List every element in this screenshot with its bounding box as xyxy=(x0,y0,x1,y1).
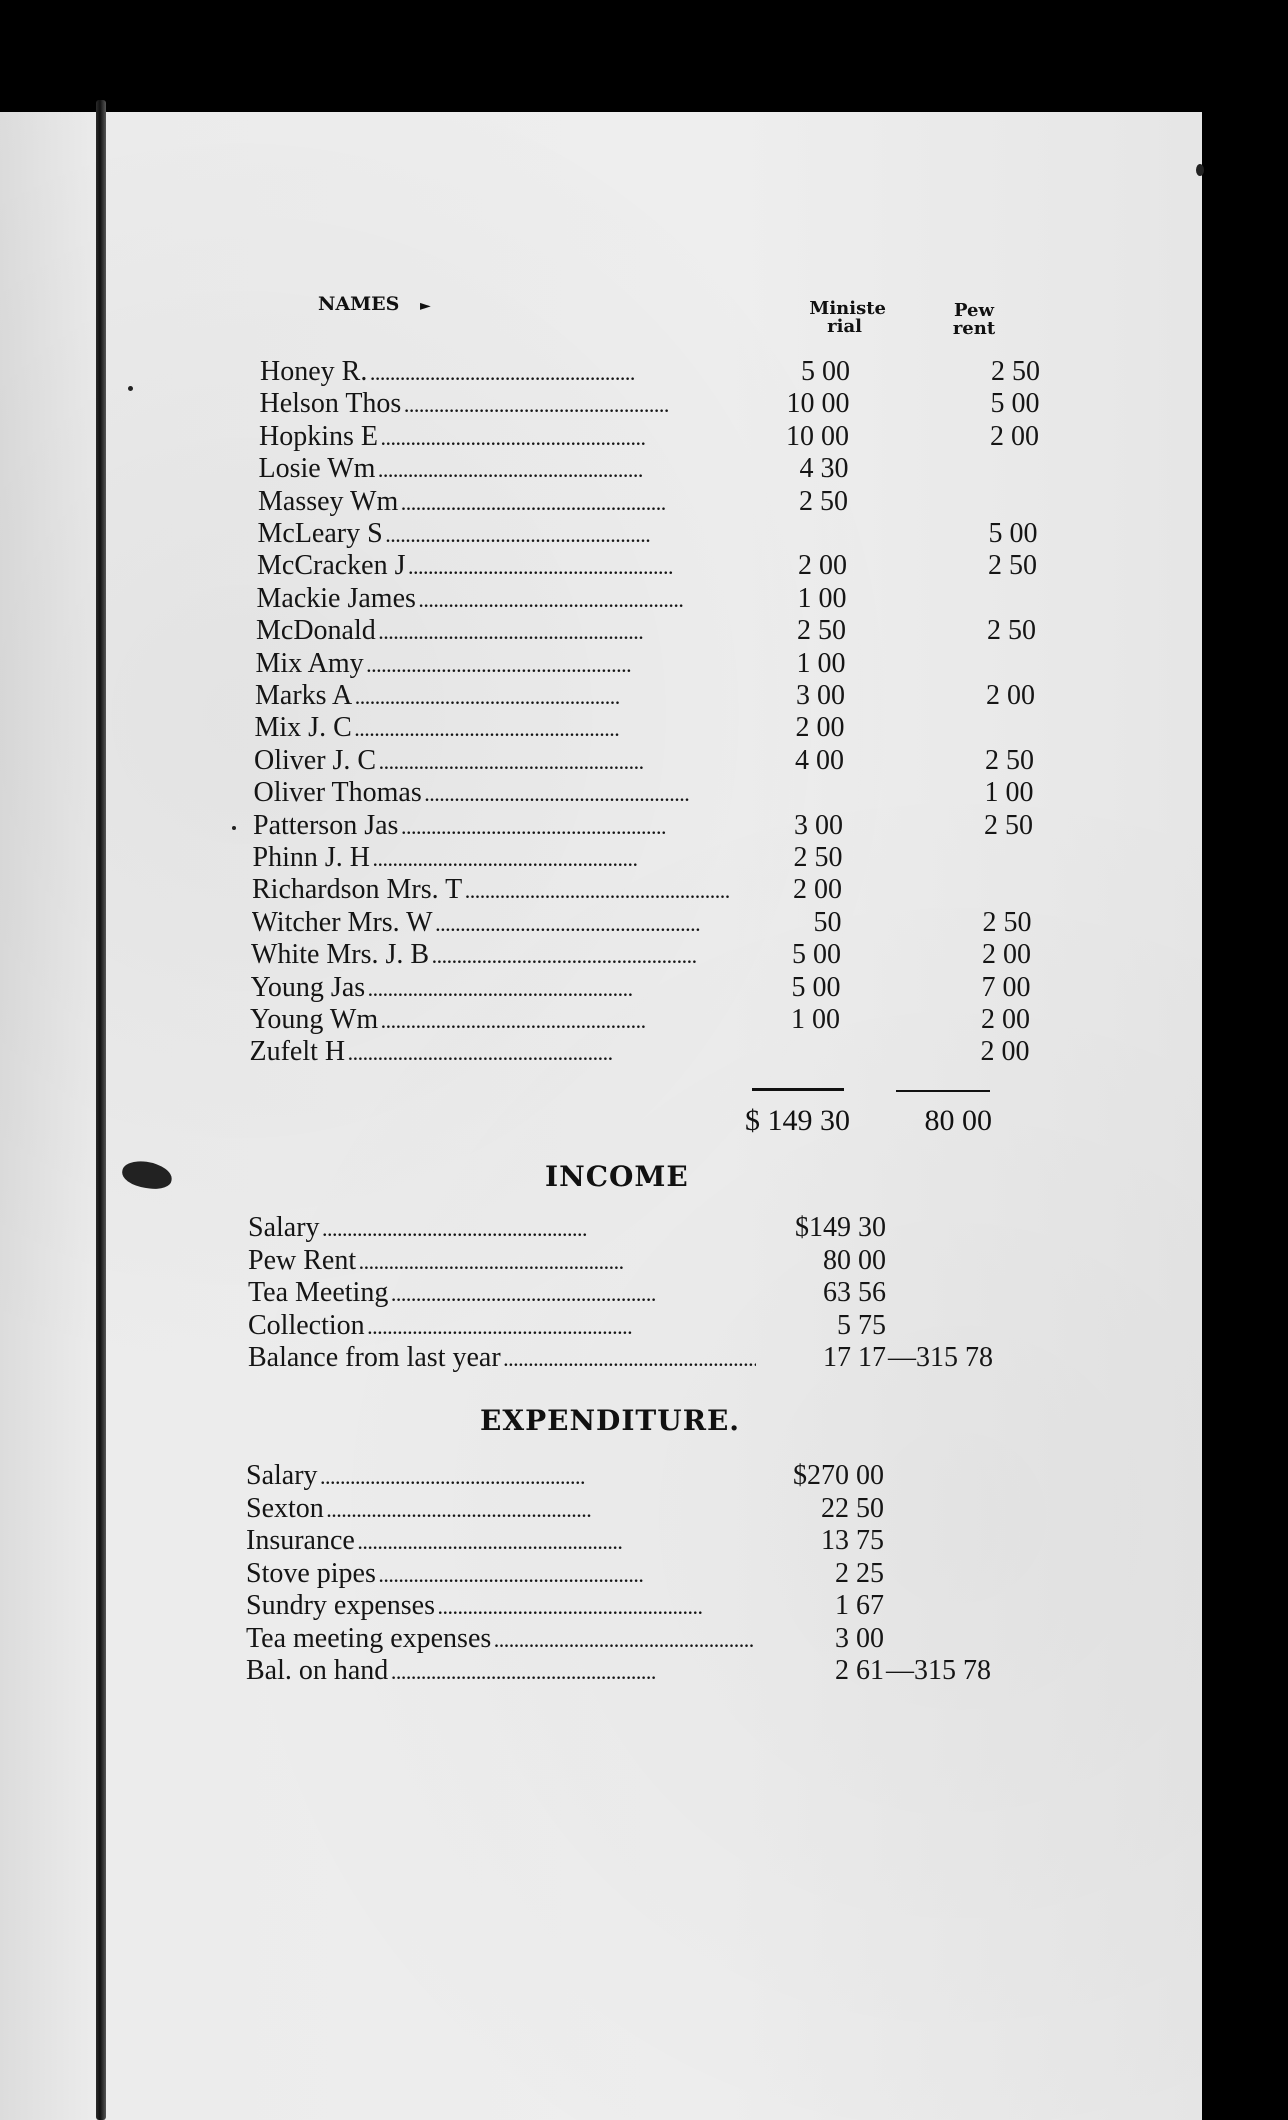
expenditure-amount: 13 75 xyxy=(821,1525,884,1556)
expenditure-row xyxy=(246,1590,1006,1622)
expenditure-label: Insurance . . . xyxy=(246,1525,754,1558)
speck-mark xyxy=(232,826,236,830)
income-row xyxy=(248,1245,1008,1277)
subscriber-name: Marks A . . . xyxy=(255,680,765,713)
subscriber-name: Oliver J. C . . . xyxy=(254,745,764,778)
expenditure-amount: 3 00 xyxy=(835,1622,884,1654)
expenditure-row xyxy=(246,1460,1006,1492)
pew-total-rule xyxy=(896,1090,990,1092)
ministerial-amount: 4 30 xyxy=(799,453,849,485)
expenditure-label: Tea meeting expenses . . . xyxy=(246,1623,754,1656)
pew-rent-amount: 2 50 xyxy=(985,744,1034,776)
subscriber-name: McLeary S . . . xyxy=(258,518,768,551)
subscriber-row xyxy=(259,420,1039,453)
expenditure-label: Salary . . . xyxy=(246,1460,754,1493)
subscriber-name: White Mrs. J. B . . . xyxy=(251,939,761,972)
subscriber-row xyxy=(257,550,1037,582)
ministerial-amount: 10 00 xyxy=(786,388,850,420)
expenditure-row xyxy=(246,1655,1006,1687)
ministerial-amount: 2 00 xyxy=(798,550,847,582)
expenditure-label: Stove pipes . . . xyxy=(246,1558,754,1591)
income-amount: 80 00 xyxy=(823,1244,886,1276)
pew-rent-amount: 2 00 xyxy=(981,1004,1030,1035)
subscriber-row xyxy=(251,906,1032,939)
subscriber-row xyxy=(250,1004,1030,1036)
pew-rent-amount: 2 00 xyxy=(990,420,1039,452)
ministerial-amount: 1 00 xyxy=(796,647,846,679)
income-label: Pew Rent . . . xyxy=(248,1245,756,1278)
subscriber-row xyxy=(259,388,1040,420)
ministerial-amount: 3 00 xyxy=(794,809,843,841)
income-amount: 63 56 xyxy=(823,1277,886,1308)
subscriber-name: Young Wm . . . xyxy=(250,1004,760,1037)
ministerial-amount: 1 00 xyxy=(797,582,847,614)
ministerial-header-line1: Ministe xyxy=(809,298,886,319)
income-row xyxy=(248,1310,1008,1342)
expenditure-total: —315 78 xyxy=(886,1655,991,1686)
pew-header-line2: rent xyxy=(952,318,996,339)
subscriber-name: Oliver Thomas . . . xyxy=(254,777,764,810)
expenditure-row xyxy=(246,1493,1006,1525)
pew-rent-amount: 7 00 xyxy=(981,971,1031,1003)
income-label: Salary . . . xyxy=(248,1212,756,1245)
page-fold-line xyxy=(96,100,106,2120)
subscriber-name: Mix J. C . . . xyxy=(255,712,765,745)
pew-rent-column-header xyxy=(940,302,1008,338)
subscriber-name: Hopkins E . . . xyxy=(259,421,769,454)
income-total: —315 78 xyxy=(888,1342,993,1373)
pew-header-line1: Pew xyxy=(954,300,994,321)
pew-rent-amount: 2 50 xyxy=(982,906,1032,938)
subscriber-name: Mackie James . . . xyxy=(257,583,767,616)
expenditure-title: EXPENDITURE. xyxy=(480,1404,741,1437)
subscriber-row xyxy=(250,971,1031,1004)
names-header-label: NAMES xyxy=(318,293,400,315)
ministerial-amount: 2 50 xyxy=(797,615,846,647)
subscriber-name: Patterson Jas . . . xyxy=(253,810,763,843)
expenditure-label: Sexton . . . xyxy=(246,1493,754,1526)
subscriber-row xyxy=(256,648,1016,680)
subscriber-row xyxy=(255,680,1035,712)
pew-rent-amount: 2 00 xyxy=(980,1036,1030,1068)
pew-rent-total: 80 00 xyxy=(924,1104,992,1137)
subscriber-row xyxy=(259,453,1019,485)
pew-rent-amount: 5 00 xyxy=(988,518,1038,549)
subscriber-row xyxy=(254,744,1034,777)
subscriber-row xyxy=(257,583,1017,615)
ministerial-amount: 50 xyxy=(813,906,842,938)
ministerial-amount: 5 00 xyxy=(801,356,850,387)
expenditure-label: Bal. on hand . . . xyxy=(246,1655,754,1688)
subscriber-name: Phinn J. H . . . xyxy=(253,842,763,875)
subscriber-name: Honey R. . . . xyxy=(260,356,770,389)
subscriber-row xyxy=(251,939,1031,971)
pew-rent-amount: 2 50 xyxy=(987,615,1036,647)
income-amount: 5 75 xyxy=(837,1309,886,1341)
expenditure-amount: 2 25 xyxy=(835,1557,884,1589)
subscriber-row xyxy=(260,356,1040,388)
expenditure-amount: $270 00 xyxy=(793,1460,884,1491)
speck-mark xyxy=(1196,164,1204,176)
subscriber-row xyxy=(255,712,1015,744)
pew-rent-amount: 1 00 xyxy=(984,777,1034,809)
ministerial-total: $ 149 30 xyxy=(745,1104,850,1137)
expenditure-amount: 1 67 xyxy=(835,1590,884,1621)
income-amount: 17 17 xyxy=(823,1342,886,1373)
income-row xyxy=(248,1342,1008,1374)
ministerial-amount: 2 50 xyxy=(799,485,848,517)
subscriber-row xyxy=(249,1036,1030,1068)
subscriber-row xyxy=(253,809,1033,842)
ministerial-amount: 2 50 xyxy=(793,842,843,873)
subscriber-row xyxy=(253,842,1013,874)
ministerial-header-line2: rial xyxy=(827,316,862,337)
pew-rent-amount: 2 00 xyxy=(982,939,1031,971)
income-row xyxy=(248,1212,1008,1244)
ministerial-amount: 1 00 xyxy=(791,1004,840,1035)
ministerial-amount: 5 00 xyxy=(792,939,841,971)
pew-rent-amount: 2 50 xyxy=(991,356,1040,387)
arrow-mark-icon: ► xyxy=(419,298,431,314)
income-label: Tea Meeting . . . xyxy=(248,1277,756,1310)
speck-mark xyxy=(128,386,133,391)
subscriber-row xyxy=(257,518,1038,550)
subscriber-name: Helson Thos . . . xyxy=(260,388,770,421)
expenditure-row xyxy=(246,1525,1006,1557)
income-title: INCOME xyxy=(545,1160,689,1193)
subscriber-name: Losie Wm . . . xyxy=(259,453,769,486)
pew-rent-amount: 5 00 xyxy=(990,388,1040,420)
pew-rent-amount: 2 50 xyxy=(984,809,1033,841)
ministerial-column-header xyxy=(786,300,886,336)
subscriber-name: McDonald . . . xyxy=(256,615,766,648)
income-label: Collection . . . xyxy=(248,1310,756,1343)
subscriber-name: McCracken J . . . xyxy=(257,550,767,583)
ministerial-amount: 2 00 xyxy=(793,874,842,906)
expenditure-amount: 22 50 xyxy=(821,1492,884,1524)
subscriber-name: Zufelt H . . . xyxy=(250,1036,760,1069)
ministerial-amount: 10 00 xyxy=(786,420,849,452)
income-amount: $149 30 xyxy=(795,1212,886,1243)
subscriber-name: Massey Wm . . . xyxy=(258,486,768,519)
subscriber-row xyxy=(252,874,1012,906)
pew-rent-amount: 2 00 xyxy=(986,680,1035,711)
expenditure-label: Sundry expenses . . . xyxy=(246,1590,754,1623)
names-column-header xyxy=(318,293,431,315)
expenditure-amount: 2 61 xyxy=(835,1655,884,1686)
subscriber-row xyxy=(253,777,1034,809)
income-label: Balance from last year . . . xyxy=(248,1342,756,1375)
subscriber-name: Witcher Mrs. W . . . xyxy=(252,907,762,940)
subscriber-row xyxy=(258,486,1018,518)
income-row xyxy=(248,1277,1008,1309)
expenditure-row xyxy=(246,1623,1006,1655)
subscriber-name: Young Jas . . . xyxy=(251,972,761,1005)
ministerial-amount: 3 00 xyxy=(796,680,845,711)
subscriber-row xyxy=(256,615,1036,647)
ministerial-amount: 5 00 xyxy=(791,971,841,1003)
ministerial-amount: 4 00 xyxy=(795,744,844,776)
pew-rent-amount: 2 50 xyxy=(988,550,1037,582)
ministerial-amount: 2 00 xyxy=(795,712,845,744)
subscriber-name: Richardson Mrs. T . . . xyxy=(252,874,762,907)
subscriber-name: Mix Amy . . . xyxy=(256,648,766,681)
ministerial-total-rule xyxy=(752,1088,844,1091)
expenditure-row xyxy=(246,1558,1006,1590)
